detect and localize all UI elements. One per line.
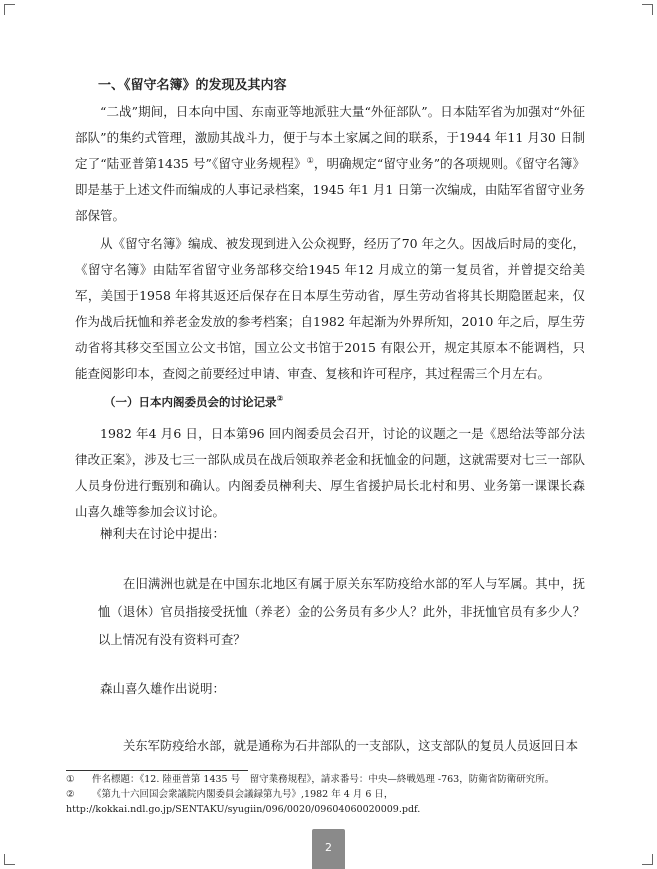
- paragraph-4: 榊利夫在讨论中提出：: [100, 526, 226, 541]
- paragraph-2: 从《留守名簿》编成、被发现到进入公众视野，经历了70 年之久。因战后时局的变化，《留守名簿》由陆军省留守业务部移交给1945 年12 月成立的第一复员省，并曾提交给美军，美国于1958 年将其返还后保存在日本厚生劳动省，厚生劳动省将其长期隐匿起来，仅作为战后抚恤和养老金发放的参考档案；自1982 年起渐为外界所知，2010 年之后，厚生劳动省将其移交至国立公文书馆，国立公文书馆于2015 有限公开，规定其原本不能调档，只能查阅影印本，查阅之前要经过申请、审查、复核和许可程序，其过程需三个月左右。: [75, 236, 585, 381]
- footnote-2-number: ②: [66, 789, 75, 800]
- page-number-tab: [312, 829, 345, 869]
- footnote-1-text: 件名標題：《12. 陸亜普第 1435 号 留守業務規程》，請求番号：中央—終戦処理 -763，防衛省防衛研究所。: [92, 774, 555, 785]
- paragraph-1: [75, 99, 585, 229]
- footnote-2-text: 《第九十六回国会衆議院内閣委員会議録第九号》,1982 年 4 月 6 日，http://kokkai.ndl.go.jp/SENTAKU/syugiin/096/0020/09604060020009.pdf.: [66, 789, 421, 815]
- block-quote-2: 关东军防疫给水部，就是通称为石井部队的一支部队，这支部队的复员人员返回日本: [123, 739, 578, 753]
- paragraph-1-text-a: “二战”期间，日本向中国、东南亚等地派驻大量“外征部队”。日本陆军省为加强对“外征部队”的集约式管理，激励其战斗力，便于与本土家属之间的联系，于1944 年11 月30 日制定了“陆亚普第1435 号”《留守业务规程》: [75, 104, 585, 171]
- block-quote-1: 在旧满洲也就是在中国东北地区有属于原关东军防疫给水部的军人与军属。其中，抚恤（退休）官员指接受抚恤（养老）金的公务员有多少人？此外，非抚恤官员有多少人？以上情况有没有资料可查？: [98, 577, 585, 647]
- sub-heading: [104, 394, 283, 410]
- footnote-2: [66, 787, 588, 817]
- crop-mark-bottom-left: [4, 854, 15, 865]
- crop-mark-bottom-right: [642, 854, 653, 865]
- paragraph-1-text-b: ，明确规定“留守业务”的各项规则。《留守名簿》即是基于上述文件而编成的人事记录档案，1945 年1 月1 日第一次编成，由陆军省留守业务部保管。: [75, 156, 585, 223]
- footnotes: [66, 772, 588, 817]
- crop-mark-top-left: [4, 4, 15, 15]
- crop-mark-top-right: [642, 4, 653, 15]
- footnote-ref-2: ②: [276, 394, 284, 404]
- paragraph-3: 1982 年4 月6 日，日本第96 回内阁委员会召开，讨论的议题之一是《恩给法等部分法律改正案》，涉及七三一部队成员在战后领取养老金和抚恤金的问题，这就需要对七三一部队人员身份进行甄别和确认。内阁委员榊利夫、厚生省援护局长北村和男、业务第一课课长森山喜久雄等参加会议讨论。: [75, 426, 585, 519]
- sub-heading-text: （一）日本内阁委员会的讨论记录: [104, 395, 277, 409]
- footnote-ref-1: ①: [306, 155, 314, 165]
- footnote-divider: [66, 770, 248, 771]
- page-number: 2: [325, 841, 332, 854]
- footnote-1: [66, 772, 588, 787]
- footnote-1-number: ①: [66, 774, 75, 785]
- paragraph-5: 森山喜久雄作出说明：: [100, 681, 226, 696]
- section-heading: 一、《留守名簿》的发现及其内容: [98, 78, 287, 93]
